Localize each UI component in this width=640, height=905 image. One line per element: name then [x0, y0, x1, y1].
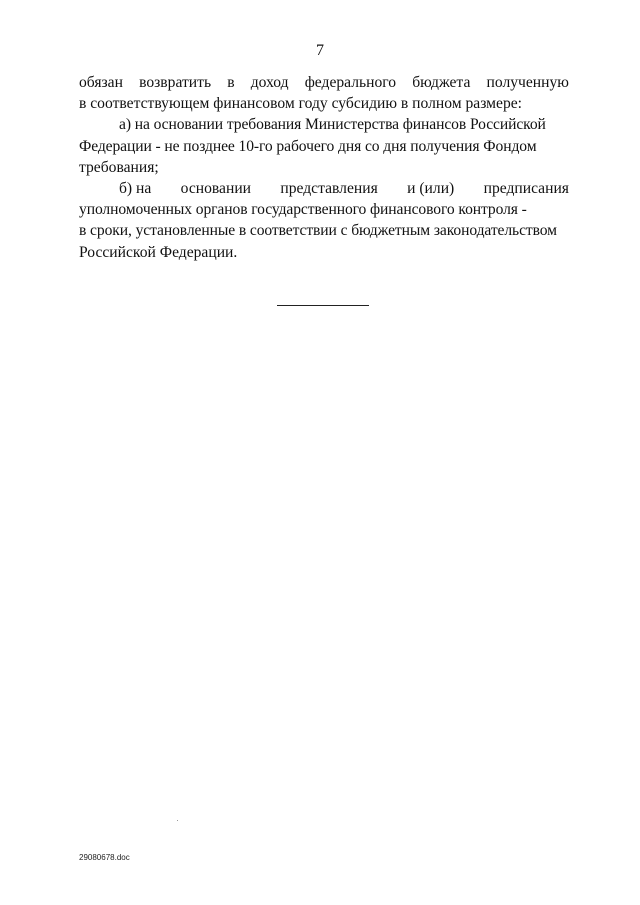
- word: представления: [280, 180, 378, 198]
- paragraph-3-line-4: Российской Федерации.: [79, 243, 238, 261]
- word: возвратить: [139, 74, 212, 91]
- word: в: [227, 74, 235, 91]
- paragraph-2-line-2: Федерации - не позднее 10-го рабочего дня со дня получения Фондом: [79, 137, 537, 155]
- word: б) на: [119, 180, 152, 198]
- word: обязан: [79, 74, 123, 91]
- footer-doc-code: 29080678.doc: [79, 853, 130, 862]
- word: федерального: [304, 74, 397, 91]
- word: полученную: [486, 74, 569, 91]
- word: основании: [180, 180, 252, 198]
- paragraph-1-line-2: в соответствующем финансовом году субсидию в полном размере:: [79, 95, 522, 113]
- paragraph-3-line-2: уполномоченных органов государственного финансового контроля -: [79, 201, 527, 219]
- document-body: [79, 72, 569, 263]
- word: бюджета: [412, 74, 471, 91]
- scan-speck: [177, 820, 178, 821]
- paragraph-3-line-3: в сроки, установленные в соответствии с бюджетным законодательством: [79, 222, 557, 240]
- end-divider: [277, 305, 369, 306]
- word: предписания: [483, 180, 569, 198]
- word: и (или): [407, 180, 455, 198]
- paragraph-3-line-1: [79, 178, 569, 199]
- paragraph-2-line-3: требования;: [79, 158, 159, 176]
- page-number: 7: [316, 42, 324, 59]
- paragraph-2-line-1: а) на основании требования Министерства финансов Российской: [119, 116, 546, 134]
- word: доход: [250, 74, 289, 91]
- paragraph-1-line-1: [79, 72, 569, 93]
